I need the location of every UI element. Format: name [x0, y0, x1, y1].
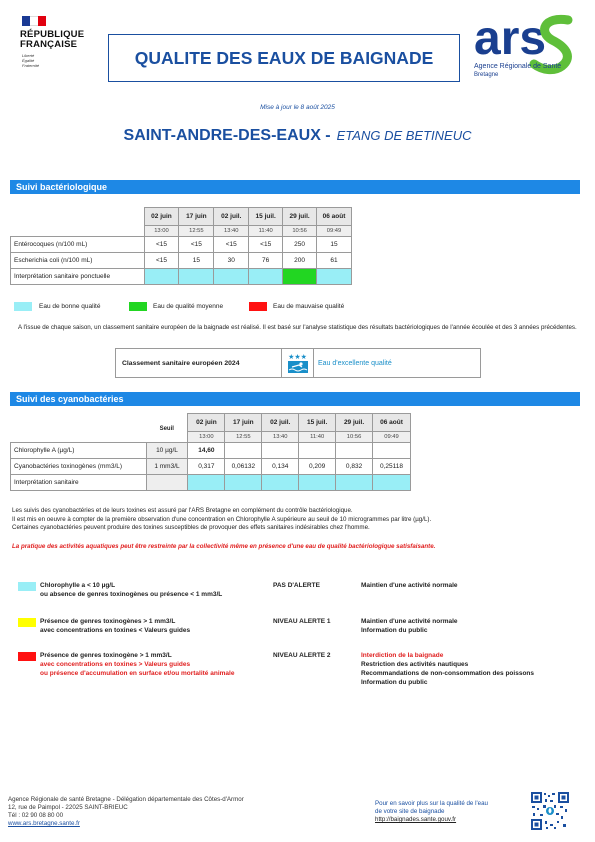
marianne-flag-icon [22, 16, 46, 26]
site-heading [0, 127, 595, 145]
time-cell: 13:00 [188, 432, 225, 443]
footer-info: Pour en savoir plus sur la qualité de l'eau de votre site de baignade http://baignades.sante.gouv.fr [375, 800, 525, 824]
alert-level: PAS D'ALERTE [273, 582, 320, 589]
alert-level: NIVEAU ALERTE 1 [273, 618, 331, 625]
alert-action-line: Restriction des activités nautiques [361, 661, 469, 668]
interp-cell [299, 475, 336, 491]
swimmer-wave-icon [288, 361, 308, 373]
republique-francaise-logo: RÉPUBLIQUE FRANÇAISE [20, 29, 85, 50]
row-label: Interprétation sanitaire [11, 475, 147, 491]
alert-condition-line: avec concentrations en toxines < Valeurs guides [40, 627, 191, 634]
date-header: 15 juil. [249, 208, 283, 226]
section-cyano: Suivi des cyanobactéries [10, 392, 580, 406]
alert-level: NIVEAU ALERTE 2 [273, 652, 331, 659]
date-header: 02 juil. [262, 414, 299, 432]
value-cell: <15 [144, 253, 179, 269]
row-label: Chlorophylle A (µg/L) [11, 443, 147, 459]
interp-cell [373, 475, 411, 491]
footer-address: Agence Régionale de santé Bretagne - Délégation départementale des Côtes-d'Armor 12, rue de Paimpol - 22025 SAINT-BRIEUC Tél : 02 90 08 80 00 www.ars.bretagne.sante.fr [8, 796, 308, 828]
qr-code-icon[interactable] [530, 791, 570, 831]
time-cell: 12:55 [225, 432, 262, 443]
table-row [11, 253, 352, 269]
value-cell: 0,06132 [225, 459, 262, 475]
cyano-table [10, 413, 411, 491]
time-cell: 12:55 [179, 226, 214, 237]
time-cell: 09:49 [317, 226, 352, 237]
date-header: 02 juin [188, 414, 225, 432]
interp-cell [179, 269, 214, 285]
time-cell: 09:49 [373, 432, 411, 443]
cyano-note: Il est mis en oeuvre à compter de la première observation d'une concentration en Chlorophylle A supérieure au seuil de 10 microgrammes par litre (µg/L). [12, 515, 432, 523]
alert-condition-line: ou absence de genres toxinogènes ou présence < 1 mm3/L [40, 591, 223, 598]
alert-condition-line: avec concentrations en toxines > Valeurs guides [40, 661, 191, 668]
interp-cell [283, 269, 317, 285]
alert-condition-line: ou présence d'accumulation en surface et/ou mortalité animale [40, 670, 235, 677]
baignades-link[interactable]: http://baignades.sante.gouv.fr [375, 816, 457, 823]
time-cell: 10:56 [336, 432, 373, 443]
section-bacterio: Suivi bactériologique [10, 180, 580, 194]
alert-condition-line: Présence de genres toxinogènes > 1 mm3/L [40, 618, 176, 625]
alert-swatch [18, 652, 36, 661]
bacterio-table [10, 207, 352, 285]
alert-swatch [18, 582, 36, 591]
classification-box [115, 348, 481, 378]
ars-logo [472, 10, 587, 82]
date-header: 06 août [373, 414, 411, 432]
time-cell: 13:40 [214, 226, 249, 237]
date-header: 17 juin [179, 208, 214, 226]
value-cell: 0,25118 [373, 459, 411, 475]
legend-label: Eau de qualité moyenne [153, 303, 224, 310]
legend-swatch [129, 302, 147, 311]
value-cell [262, 443, 299, 459]
time-cell: 13:40 [262, 432, 299, 443]
alert-condition-line: Présence de genres toxinogène > 1 mm3/L [40, 652, 172, 659]
table-row [11, 459, 411, 475]
value-cell: 0,317 [188, 459, 225, 475]
site-name: ETANG DE BETINEUC [336, 128, 472, 143]
interp-row [11, 269, 352, 285]
value-cell: 61 [317, 253, 352, 269]
classification-value: Eau d'excellente qualité [318, 359, 392, 367]
ars-logo-letters: ars [474, 12, 547, 65]
interp-cell [317, 269, 352, 285]
alert-action-line: Maintien d'une activité normale [361, 618, 458, 625]
threshold-header: Seuil [159, 425, 174, 432]
rf-motto: Liberté Égalité Fraternité [22, 53, 40, 68]
row-label: Interprétation sanitaire ponctuelle [11, 269, 145, 285]
value-cell: 30 [214, 253, 249, 269]
value-cell: <15 [179, 237, 214, 253]
date-header: 06 août [317, 208, 352, 226]
interp-cell [144, 269, 179, 285]
alert-action-line: Recommandations de non-consommation des poissons [361, 670, 534, 677]
swimmer-icon [282, 349, 314, 377]
update-date: Mise à jour le 8 août 2025 [260, 104, 335, 111]
interp-cell [249, 269, 283, 285]
cyano-note: Certaines cyanobactéries peuvent produire des toxines susceptibles de provoquer des effets sanitaires indésirables chez l'homme. [12, 524, 370, 531]
date-header: 02 juil. [214, 208, 249, 226]
value-cell: 200 [283, 253, 317, 269]
alert-condition [40, 651, 260, 678]
cyano-note: Les suivis des cyanobactéries et de leurs toxines est assuré par l'ARS Bretagne en complément du contrôle bactériologique. [12, 507, 353, 514]
interp-cell [188, 475, 225, 491]
page-title: QUALITE DES EAUX DE BAIGNADE [134, 47, 434, 68]
row-label: Escherichia coli (n/100 mL) [11, 253, 145, 269]
legend-label: Eau de mauvaise qualité [273, 303, 345, 310]
ars-region-text: Bretagne [474, 72, 499, 78]
interp-cell [225, 475, 262, 491]
alert-action-line: Information du public [361, 679, 428, 686]
alert-condition [40, 581, 260, 599]
row-label: Entérocoques (n/100 mL) [11, 237, 145, 253]
alert-action-line: Maintien d'une activité normale [361, 582, 458, 589]
value-cell: <15 [249, 237, 283, 253]
interp-cell [214, 269, 249, 285]
value-cell: 15 [317, 237, 352, 253]
date-header: 29 juil. [336, 414, 373, 432]
alert-actions [361, 617, 576, 635]
value-cell: 0,832 [336, 459, 373, 475]
classification-note: A l'issue de chaque saison, un classement sanitaire européen de la baignade est réalisé. Il est basé sur l'analyse statistique des résultats bactériologiques de l'année écoulée et des 3 années précédentes. [18, 324, 577, 331]
alert-action-line: Information du public [361, 627, 428, 634]
value-cell: 14,60 [188, 443, 225, 459]
legend-label: Eau de bonne qualité [39, 303, 101, 310]
ars-website-link[interactable]: www.ars.bretagne.sante.fr [8, 820, 80, 827]
value-cell: 250 [283, 237, 317, 253]
value-cell [336, 443, 373, 459]
time-cell: 13:00 [144, 226, 179, 237]
value-cell [299, 443, 336, 459]
value-cell [225, 443, 262, 459]
stars-icon: ★★★ [288, 353, 307, 361]
value-cell: <15 [214, 237, 249, 253]
interp-row [11, 475, 411, 491]
alert-swatch [18, 618, 36, 627]
alert-condition [40, 617, 260, 635]
classification-label: Classement sanitaire européen 2024 [116, 349, 282, 377]
threshold-cell: 1 mm3/L [146, 459, 188, 475]
legend-swatch [249, 302, 267, 311]
value-cell [373, 443, 411, 459]
interp-cell [262, 475, 299, 491]
ars-agency-text: Agence Régionale de Santé [474, 63, 562, 70]
time-cell: 10:56 [283, 226, 317, 237]
value-cell: <15 [144, 237, 179, 253]
value-cell: 76 [249, 253, 283, 269]
alert-condition-line: Chlorophylle a < 10 µg/L [40, 582, 116, 589]
date-header: 02 juin [144, 208, 179, 226]
row-label: Cyanobactéries toxinogènes (mm3/L) [11, 459, 147, 475]
threshold-cell: 10 µg/L [146, 443, 188, 459]
legend [14, 302, 344, 311]
interp-cell [336, 475, 373, 491]
alert-actions [361, 651, 576, 687]
value-cell: 0,134 [262, 459, 299, 475]
cyano-warning: La pratique des activités aquatiques peut être restreinte par la collectivité même en présence d'une eau de qualité bactériologique satisfaisante. [12, 543, 436, 550]
time-cell: 11:40 [249, 226, 283, 237]
ars-logo-icon [472, 10, 587, 82]
value-cell: 15 [179, 253, 214, 269]
table-row [11, 237, 352, 253]
site-commune: SAINT-ANDRE-DES-EAUX - [123, 127, 331, 144]
date-header: 17 juin [225, 414, 262, 432]
legend-swatch [14, 302, 32, 311]
time-cell: 11:40 [299, 432, 336, 443]
date-header: 15 juil. [299, 414, 336, 432]
value-cell: 0,209 [299, 459, 336, 475]
alert-action-line: Interdiction de la baignade [361, 652, 444, 659]
title-box [108, 34, 460, 82]
table-row [11, 443, 411, 459]
cyano-notes [12, 507, 580, 533]
alert-actions [361, 581, 576, 590]
date-header: 29 juil. [283, 208, 317, 226]
